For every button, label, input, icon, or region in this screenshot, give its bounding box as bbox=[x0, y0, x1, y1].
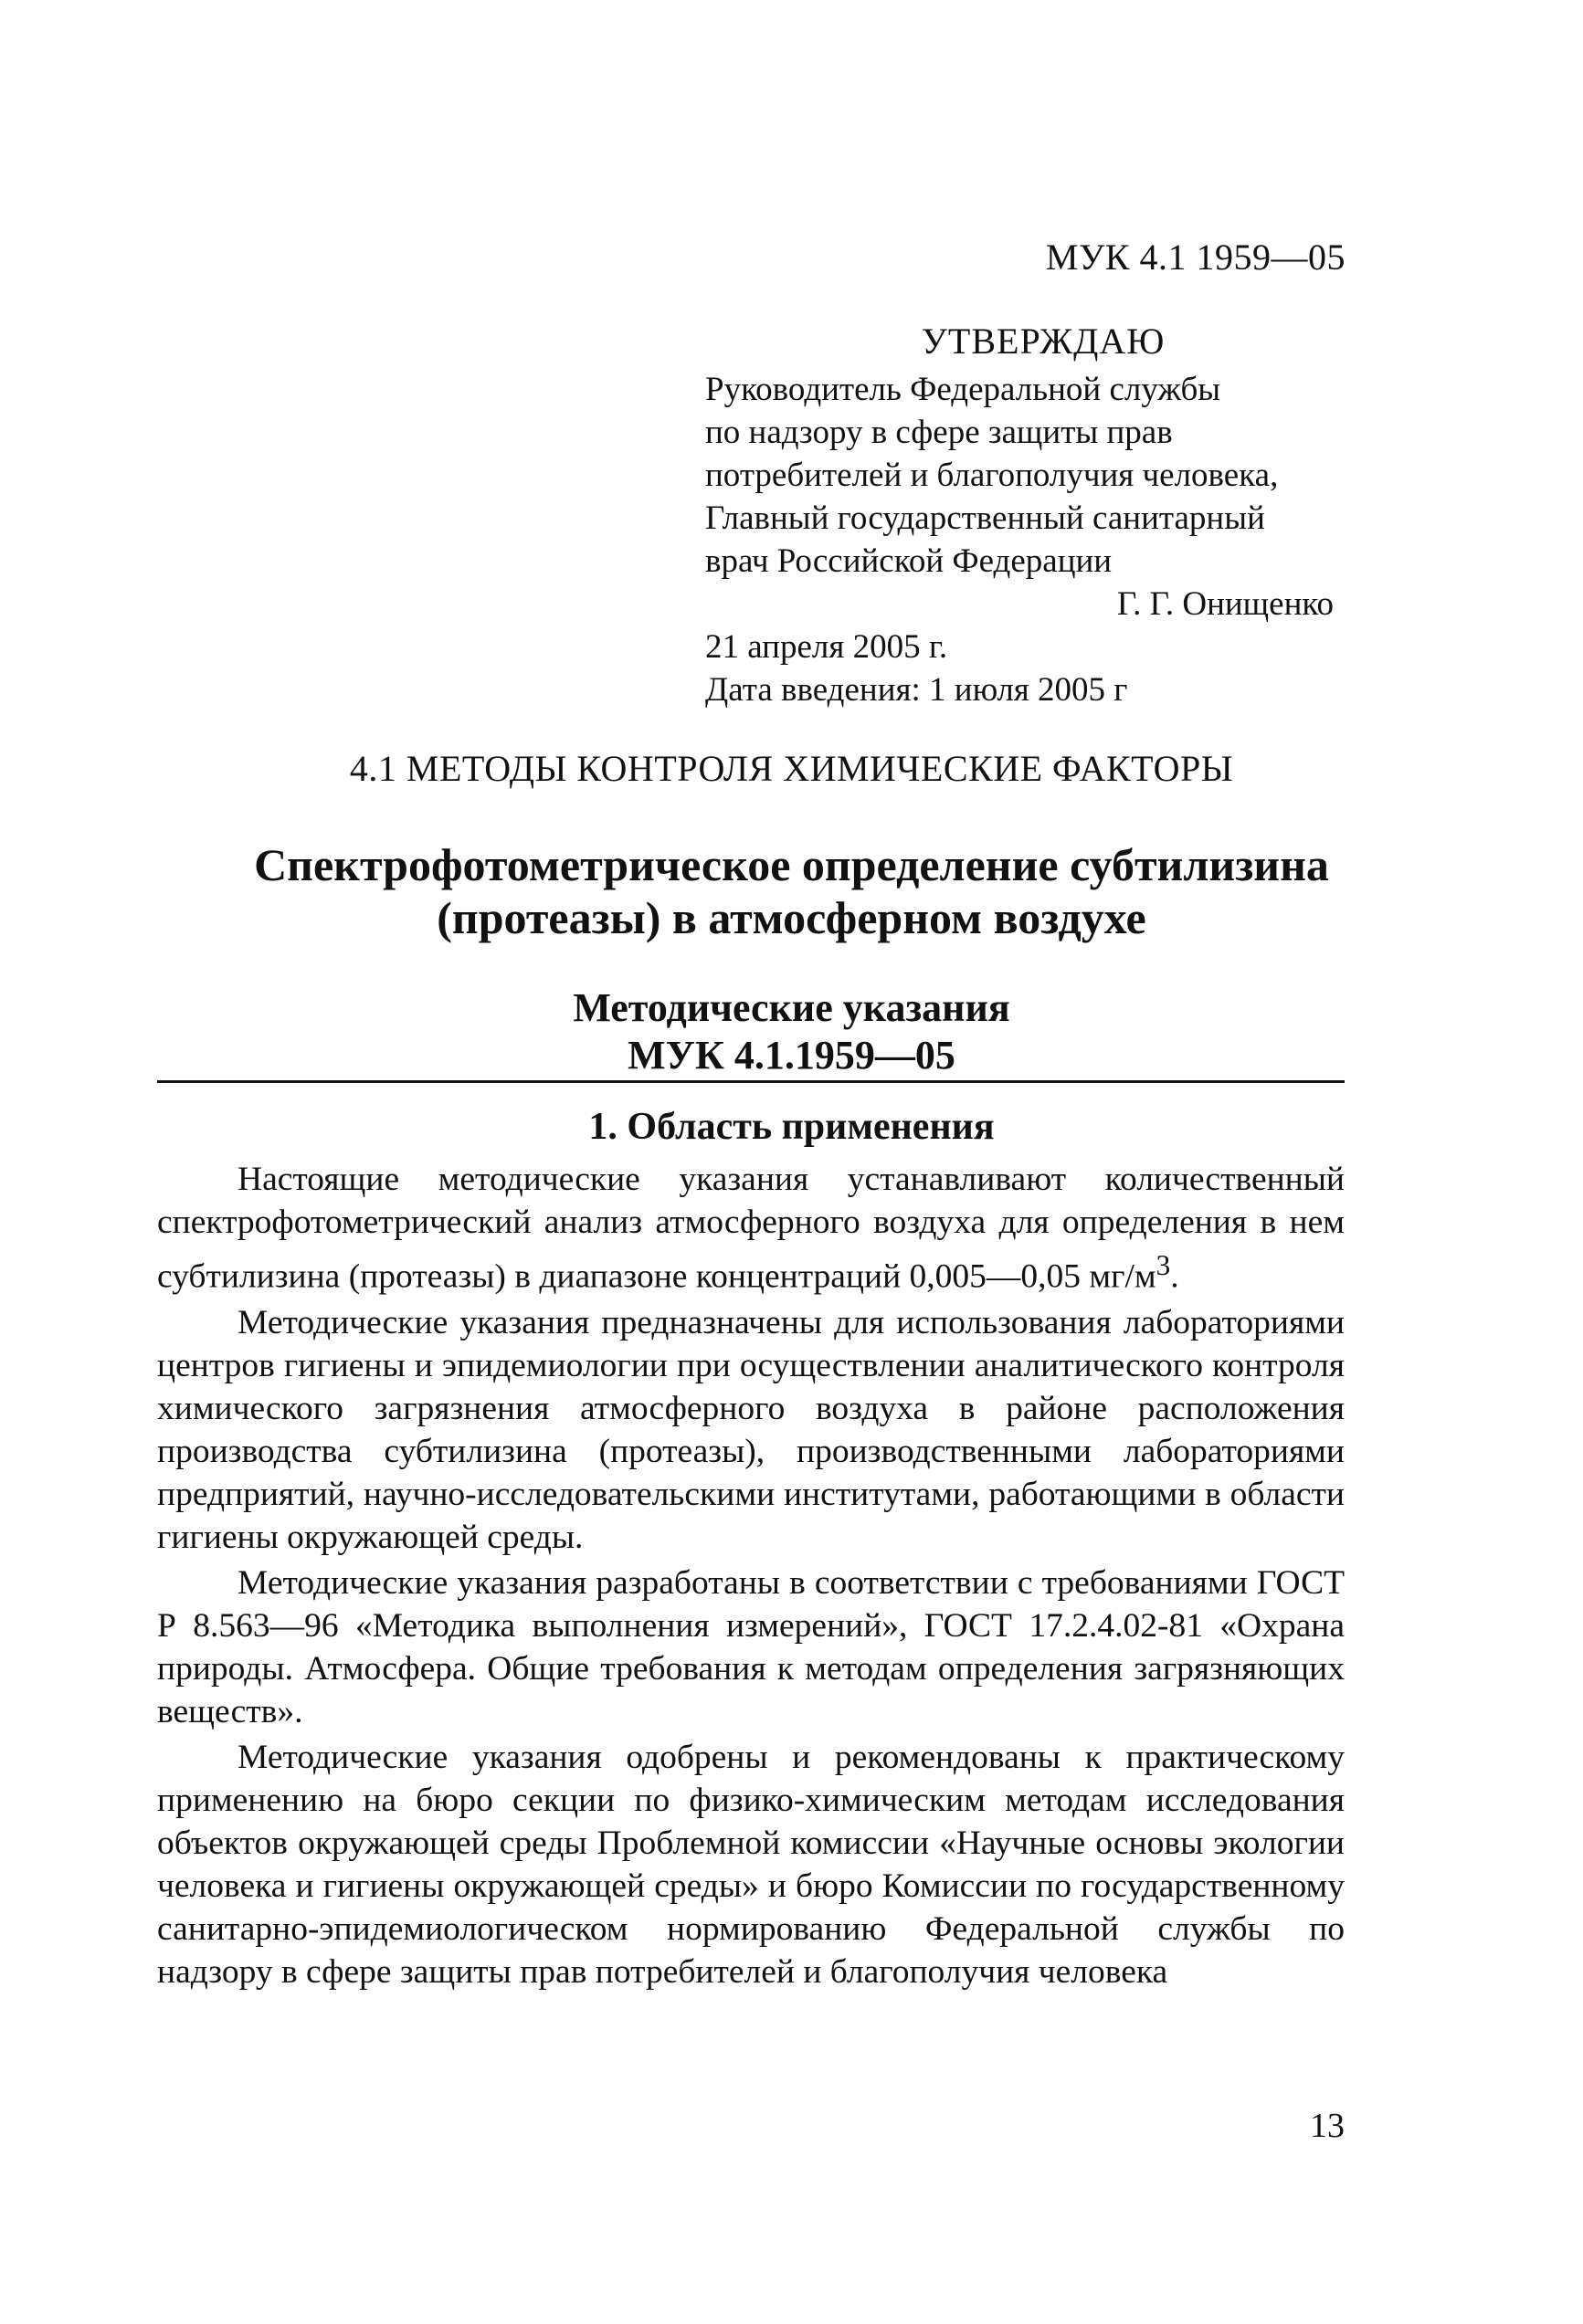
section-heading: 4.1 МЕТОДЫ КОНТРОЛЯ ХИМИЧЕСКИЕ ФАКТОРЫ bbox=[349, 748, 1234, 789]
approval-signer: Г. Г. Онищенко bbox=[1116, 585, 1334, 623]
paragraph: Методические указания разработаны в соответствии с требованиями ГОСТ Р 8.563—96 «Методика выполнения измерений», ГОСТ 17.2.4.02-81 «Охрана природы. Атмосфера. Общие требования к методам определения загрязняющих веществ». bbox=[157, 1563, 1345, 1730]
approval-line: по надзору в сфере защиты прав bbox=[705, 414, 1173, 451]
approval-title: УТВЕРЖДАЮ bbox=[921, 321, 1166, 362]
approval-line: Руководитель Федеральной службы bbox=[705, 371, 1221, 408]
paragraph-end: . bbox=[1170, 1257, 1179, 1296]
document-type: Методические указания bbox=[573, 985, 1010, 1030]
document-code: МУК 4.1 1959—05 bbox=[1045, 237, 1346, 278]
approval-line: врач Российской Федерации bbox=[705, 542, 1113, 580]
document-subtitle bbox=[0, 984, 1583, 1079]
paragraph-text: Настоящие методические указания устанавливают количественный спектрофотометрический анализ атмосферного воздуха для определения в нем субтилизина (протеазы) в диапазоне концентраций 0,005—0,05 мг/м bbox=[157, 1161, 1345, 1296]
paragraph: Методические указания предназначены для использования лабораториями центров гигиены и эпидемиологии при осуществлении аналитического контроля химического загрязнения атмосферного воздуха в районе расположения производства субтилизина (протеазы), производственными лабораториями предприятий, научно-исследовательскими институтами, работающими в области гигиены окружающей среды. bbox=[157, 1303, 1345, 1556]
effective-date: Дата введения: 1 июля 2005 г bbox=[705, 671, 1128, 709]
document-title-line: (протеазы) в атмосферном воздухе bbox=[437, 892, 1146, 943]
paragraph bbox=[157, 1158, 1345, 1299]
horizontal-divider bbox=[157, 1080, 1345, 1083]
document-title-line: Спектрофотометрическое определение субтилизина bbox=[254, 839, 1329, 890]
approval-date: 21 апреля 2005 г. bbox=[705, 628, 948, 666]
document-number: МУК 4.1.1959—05 bbox=[628, 1033, 955, 1078]
paragraph: Методические указания одобрены и рекомендованы к практическому применению на бюро секции по физико-химическим методам исследования объектов окружающей среды Проблемной комиссии «Научные основы экологии человека и гигиены окружающей среды» и бюро Комиссии по государственному санитарно-эпидемиологическом нормированию Федеральной службы по надзору в сфере защиты прав потребителей и благополучия человека bbox=[157, 1738, 1345, 1991]
body-text bbox=[157, 1158, 1345, 1996]
chapter-heading: 1. Область применения bbox=[588, 1106, 995, 1148]
superscript-unit: 3 bbox=[1156, 1249, 1171, 1281]
document-title bbox=[0, 838, 1583, 944]
approval-block bbox=[705, 320, 1345, 711]
approval-line: Главный государственный санитарный bbox=[705, 500, 1265, 537]
approval-line: потребителей и благополучия человека, bbox=[705, 457, 1279, 494]
page-number: 13 bbox=[1310, 2107, 1345, 2145]
